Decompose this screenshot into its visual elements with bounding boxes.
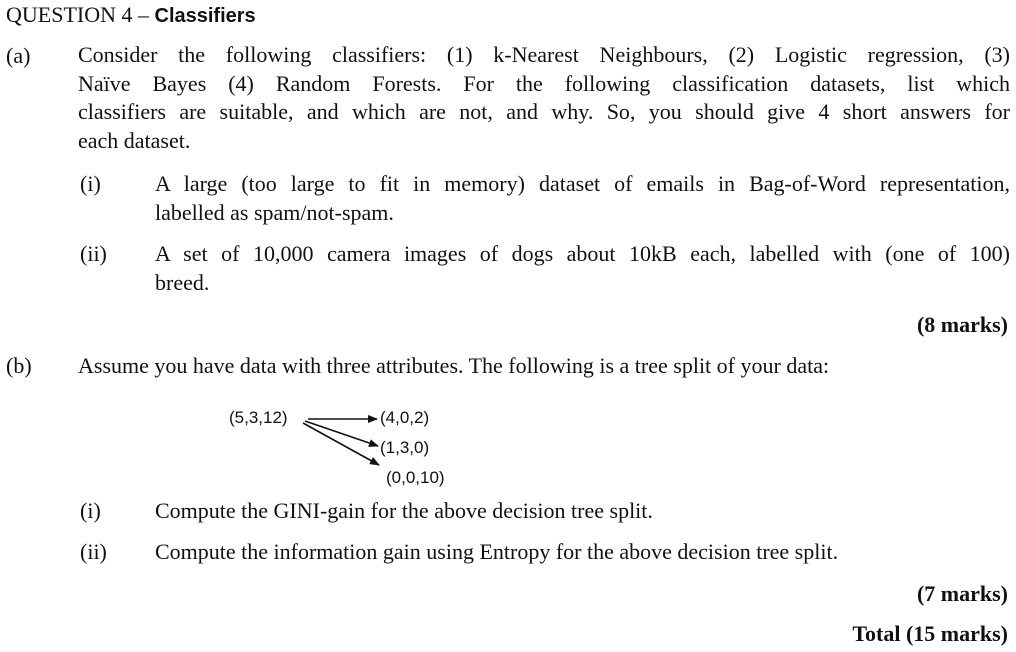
part-b-item-i-label: (i) (80, 498, 101, 523)
part-a-item-i-label: (i) (80, 171, 101, 196)
tree-child-node-3: (0,0,10) (386, 468, 445, 487)
part-b-item-ii-text: Compute the information gain using Entropy for the above decision tree split. (155, 539, 839, 564)
part-b-marks: (7 marks) (916, 581, 1008, 606)
part-a-item-i-line: labelled as spam/not-spam. (155, 199, 394, 225)
part-a-item-ii-label: (ii) (80, 241, 107, 266)
part-a-marks: (8 marks) (916, 312, 1008, 337)
part-b-item-i-text: Compute the GINI-gain for the above decision tree split. (155, 498, 653, 523)
part-b-intro: Assume you have data with three attributes. The following is a tree split of your data: (78, 353, 830, 378)
part-a-intro-line: Consider the following classifiers: (1) k-Nearest Neighbours, (2) Logistic regression, (3) (78, 42, 1010, 67)
tree-child-node-1: (4,0,2) (380, 408, 430, 427)
split-arrow-2 (305, 421, 378, 446)
tree-root-node: (5,3,12) (229, 408, 288, 427)
part-a-item-i-line: A large (too large to fit in memory) dataset of emails in Bag-of-Word representation, (155, 171, 1010, 196)
split-arrow-3 (303, 423, 379, 465)
part-a-intro-line: Naïve Bayes (4) Random Forests. For the following classification datasets, list which (78, 70, 1010, 96)
part-a-intro-line: classifiers are suitable, and which are not, and why. So, you should give 4 short answers for (78, 99, 1010, 124)
part-a-label: (a) (6, 43, 31, 68)
total-marks: Total (15 marks) (852, 621, 1008, 646)
part-b-item-ii-label: (ii) (80, 539, 107, 564)
tree-child-node-2: (1,3,0) (380, 438, 430, 457)
part-a-intro-line: each dataset. (78, 127, 191, 153)
part-a-item-ii-line: breed. (155, 269, 210, 295)
part-a-item-ii-line: A set of 10,000 camera images of dogs about 10kB each, labelled with (one of 100) (155, 241, 1010, 266)
part-b-label: (b) (6, 353, 32, 378)
question-title: Classifiers (154, 5, 256, 27)
question-label: QUESTION 4 – (6, 2, 155, 27)
